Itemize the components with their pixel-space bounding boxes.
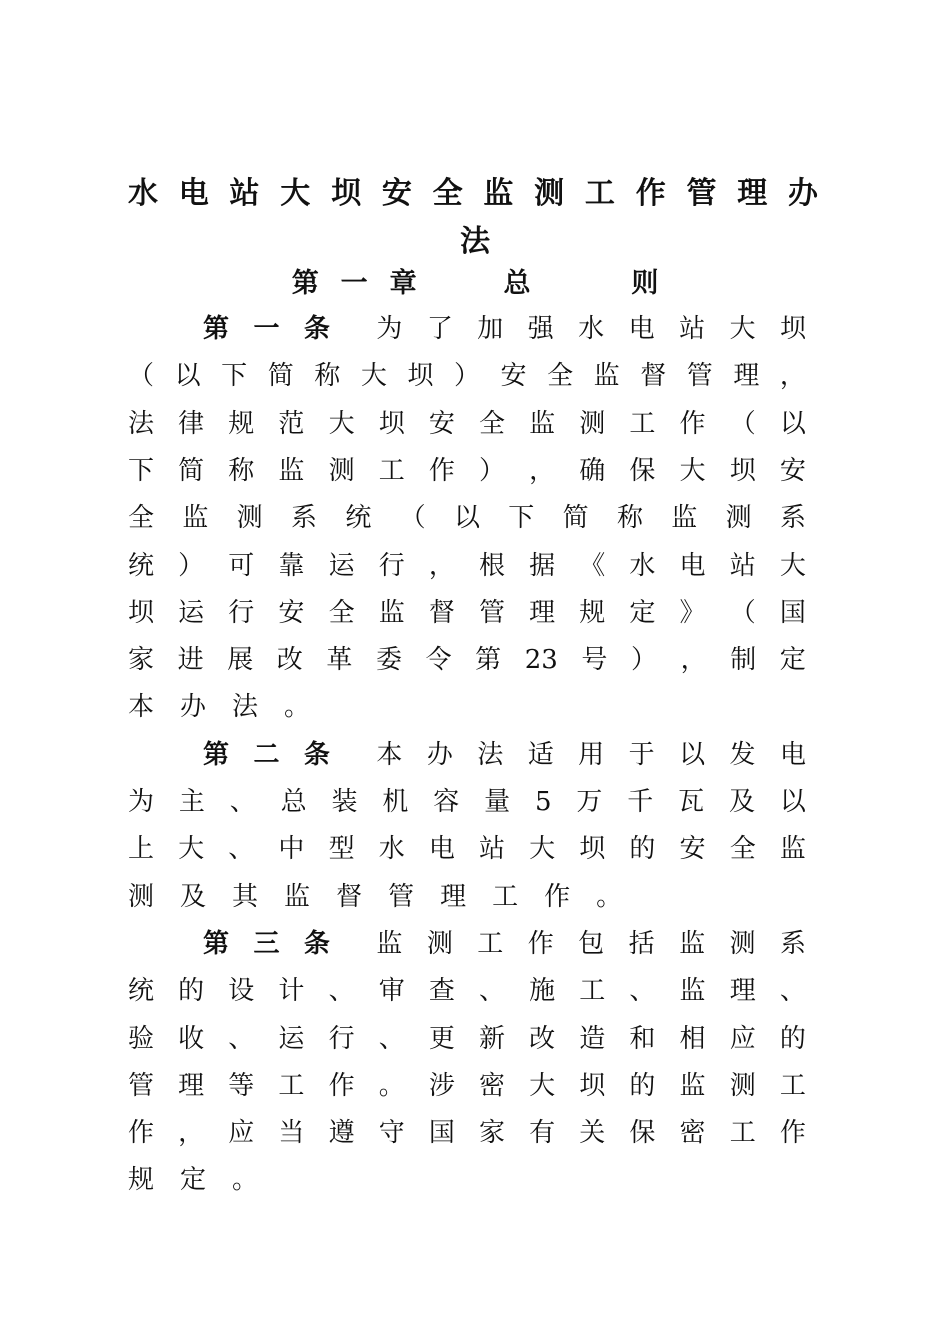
body-char: 安: [679, 834, 706, 864]
body-char: 家: [128, 645, 155, 675]
article-2-line: [128, 879, 806, 915]
body-char: 家: [478, 1118, 505, 1148]
body-char: 称: [314, 361, 341, 391]
body-char: 大: [729, 314, 756, 344]
body-char: 主: [178, 787, 205, 817]
body-char: 包: [578, 929, 605, 959]
article-1-line: [128, 689, 806, 725]
body-char: 管: [686, 361, 713, 391]
body-char: 安: [278, 598, 305, 628]
body-char: 统: [128, 551, 155, 581]
body-char: 理: [733, 361, 760, 391]
body-char: 安: [500, 361, 527, 391]
body-char: 法: [477, 740, 504, 770]
body-char: 工: [477, 929, 504, 959]
body-char: 作: [128, 1118, 155, 1148]
body-char: 全: [128, 503, 155, 533]
body-char: 、: [328, 976, 355, 1006]
body-char: 关: [579, 1118, 606, 1148]
body-char: 。: [232, 1165, 259, 1195]
body-char: 的: [178, 976, 205, 1006]
body-char: 收: [178, 1024, 205, 1054]
body-char: 大: [178, 834, 205, 864]
body-char: 守: [378, 1118, 405, 1148]
body-char: 上: [128, 834, 155, 864]
body-char: 称: [228, 456, 255, 486]
body-char: 电: [628, 314, 655, 344]
article-1-line: [128, 406, 806, 442]
body-char: 规: [128, 1165, 155, 1195]
body-char: 工: [779, 1071, 806, 1101]
body-char: 测: [328, 456, 355, 486]
body-char: 及: [729, 787, 756, 817]
body-char: 适: [527, 740, 554, 770]
body-char: 简: [178, 456, 205, 486]
body-char: 强: [527, 314, 554, 344]
body-char: 管: [478, 598, 505, 628]
body-char: 监: [593, 361, 620, 391]
body-char: 统: [345, 503, 372, 533]
body-char: 规: [228, 409, 255, 439]
body-char: 制: [730, 645, 757, 675]
body-char: 量: [484, 787, 511, 817]
body-char: 本: [128, 692, 155, 722]
body-char: ）: [631, 645, 658, 675]
article-1-line: [128, 358, 806, 394]
body-char: 以: [174, 361, 201, 391]
body-char: 监: [378, 598, 405, 628]
body-char: 作: [328, 1071, 355, 1101]
body-char: 系: [779, 503, 806, 533]
body-char: 等: [228, 1071, 255, 1101]
body-char: 电: [679, 551, 706, 581]
body-char: 作: [428, 456, 455, 486]
body-char: 工: [579, 976, 606, 1006]
body-char: 坝: [128, 598, 155, 628]
body-char: 督: [336, 882, 363, 912]
body-char: ）: [478, 456, 505, 486]
body-char: （: [128, 361, 155, 391]
body-char: 根: [478, 551, 505, 581]
body-char: 测: [579, 409, 606, 439]
body-char: 瓦: [678, 787, 705, 817]
body-char: 简: [562, 503, 589, 533]
body-char: （: [729, 409, 756, 439]
body-char: 以: [779, 787, 806, 817]
body-char: 作: [544, 882, 571, 912]
body-char: 全: [328, 598, 355, 628]
body-char: 本: [376, 740, 403, 770]
article-3-line: [128, 1162, 806, 1198]
body-char: 、: [378, 1024, 405, 1054]
body-char: ，: [779, 361, 806, 391]
body-char: 站: [478, 834, 505, 864]
body-char: 涉: [428, 1071, 455, 1101]
body-char: 令: [425, 645, 452, 675]
article-3-line: [203, 926, 806, 962]
body-char: 为: [376, 314, 403, 344]
article-3-line: [128, 1068, 806, 1104]
body-char: 测: [729, 1071, 756, 1101]
body-char: 下: [221, 361, 248, 391]
article-1-line: [128, 642, 806, 678]
body-char: 管: [388, 882, 415, 912]
body-char: 、: [478, 976, 505, 1006]
article-heading-char: 二: [253, 740, 280, 770]
body-char: 监: [529, 409, 556, 439]
body-char: 型: [328, 834, 355, 864]
body-char: 理: [440, 882, 467, 912]
body-char: 总: [280, 787, 307, 817]
body-char: （: [399, 503, 426, 533]
chapter-number: 第一章: [291, 268, 439, 299]
body-char: 行: [328, 1024, 355, 1054]
article-heading-char: 第: [203, 740, 230, 770]
body-char: 。: [284, 692, 311, 722]
body-char: 下: [508, 503, 535, 533]
article-heading-char: 条: [303, 740, 330, 770]
body-char: 国: [779, 598, 806, 628]
body-char: 行: [228, 598, 255, 628]
body-char: 造: [579, 1024, 606, 1054]
body-char: 下: [128, 456, 155, 486]
article-1-line: [128, 595, 806, 631]
body-char: 进: [177, 645, 204, 675]
body-char: 理: [729, 976, 756, 1006]
article-heading-char: 条: [303, 929, 330, 959]
body-char: 以: [453, 503, 480, 533]
article-heading-char: 第: [203, 314, 230, 344]
body-char: 密: [679, 1118, 706, 1148]
body-char: 安: [428, 409, 455, 439]
body-char: 工: [378, 456, 405, 486]
body-char: 其: [232, 882, 259, 912]
body-char: ，: [680, 645, 707, 675]
body-char: 展: [227, 645, 254, 675]
body-char: 施: [529, 976, 556, 1006]
body-char: 改: [529, 1024, 556, 1054]
body-char: 、: [228, 1024, 255, 1054]
body-char: 全: [729, 834, 756, 864]
body-char: 靠: [278, 551, 305, 581]
body-char: 为: [128, 787, 155, 817]
article-1-line: [128, 548, 806, 584]
body-char: 坝: [407, 361, 434, 391]
body-char: ，: [428, 551, 455, 581]
body-char: 改: [276, 645, 303, 675]
body-char: 号: [581, 645, 608, 675]
body-char: 23: [524, 645, 558, 675]
body-char: 规: [579, 598, 606, 628]
body-char: 和: [629, 1024, 656, 1054]
body-char: 电: [428, 834, 455, 864]
body-char: 中: [278, 834, 305, 864]
body-char: 督: [428, 598, 455, 628]
body-char: 坝: [378, 409, 405, 439]
chapter-name-first: 总: [503, 268, 531, 299]
body-char: 、: [779, 976, 806, 1006]
body-char: 、: [229, 787, 256, 817]
body-char: 范: [278, 409, 305, 439]
article-heading-char: 三: [253, 929, 280, 959]
body-char: 全: [547, 361, 574, 391]
body-char: （: [729, 598, 756, 628]
article-3-line: [128, 1021, 806, 1057]
article-heading-char: 一: [253, 314, 280, 344]
body-char: 机: [382, 787, 409, 817]
body-char: 大: [328, 409, 355, 439]
body-char: 遵: [328, 1118, 355, 1148]
article-2-line: [128, 784, 806, 820]
body-char: 括: [628, 929, 655, 959]
body-char: 站: [679, 314, 706, 344]
body-char: 5: [535, 787, 552, 817]
body-char: 。: [378, 1071, 405, 1101]
body-char: 坝: [729, 456, 756, 486]
article-3-line: [128, 973, 806, 1009]
body-char: 法: [232, 692, 259, 722]
body-char: 运: [328, 551, 355, 581]
body-char: 的: [629, 1071, 656, 1101]
body-char: 了: [426, 314, 453, 344]
body-char: 及: [180, 882, 207, 912]
body-char: 加: [477, 314, 504, 344]
body-char: 容: [433, 787, 460, 817]
body-char: 测: [426, 929, 453, 959]
body-char: 、: [228, 834, 255, 864]
body-char: 的: [629, 834, 656, 864]
body-char: 应: [729, 1024, 756, 1054]
body-char: 监: [679, 1071, 706, 1101]
body-char: 简: [267, 361, 294, 391]
article-heading-char: 条: [303, 314, 330, 344]
body-char: 可: [228, 551, 255, 581]
body-char: 确: [579, 456, 606, 486]
body-char: 水: [378, 834, 405, 864]
body-char: 工: [492, 882, 519, 912]
body-char: 全: [478, 409, 505, 439]
body-char: 应: [228, 1118, 255, 1148]
body-char: 坝: [579, 834, 606, 864]
body-char: 系: [290, 503, 317, 533]
body-char: 站: [729, 551, 756, 581]
body-char: 监: [284, 882, 311, 912]
body-char: 测: [725, 503, 752, 533]
body-char: 办: [180, 692, 207, 722]
body-char: 律: [178, 409, 205, 439]
body-char: 大: [529, 834, 556, 864]
body-char: 监: [671, 503, 698, 533]
body-char: 千: [627, 787, 654, 817]
body-char: 测: [128, 882, 155, 912]
body-char: 以: [679, 740, 706, 770]
article-2-line: [203, 737, 806, 773]
body-char: 国: [428, 1118, 455, 1148]
body-char: 以: [779, 409, 806, 439]
body-char: 大: [779, 551, 806, 581]
article-2-line: [128, 831, 806, 867]
body-char: 运: [178, 598, 205, 628]
body-char: 保: [629, 456, 656, 486]
body-char: 《: [579, 551, 606, 581]
body-char: 安: [779, 456, 806, 486]
body-char: 密: [478, 1071, 505, 1101]
body-char: 定: [779, 645, 806, 675]
body-char: 办: [426, 740, 453, 770]
body-char: ，: [529, 456, 556, 486]
chapter-heading: [0, 262, 950, 306]
body-char: 查: [428, 976, 455, 1006]
body-char: 》: [679, 598, 706, 628]
body-char: 大: [529, 1071, 556, 1101]
body-char: 装: [331, 787, 358, 817]
body-char: 审: [378, 976, 405, 1006]
article-3-line: [128, 1115, 806, 1151]
body-char: 测: [729, 929, 756, 959]
document-title-continuation: 法: [460, 224, 490, 259]
body-char: 坝: [779, 314, 806, 344]
body-char: 监: [376, 929, 403, 959]
body-char: 的: [779, 1024, 806, 1054]
body-char: 定: [629, 598, 656, 628]
body-char: 。: [596, 882, 623, 912]
body-char: 保: [629, 1118, 656, 1148]
article-1-line: [128, 500, 806, 536]
body-char: 委: [375, 645, 402, 675]
body-char: 督: [640, 361, 667, 391]
body-char: 坝: [579, 1071, 606, 1101]
body-char: 水: [578, 314, 605, 344]
body-char: 监: [679, 976, 706, 1006]
body-char: 更: [428, 1024, 455, 1054]
body-char: 工: [278, 1071, 305, 1101]
body-char: 运: [278, 1024, 305, 1054]
body-char: 监: [779, 834, 806, 864]
body-char: 革: [326, 645, 353, 675]
body-char: 工: [729, 1118, 756, 1148]
body-char: 管: [128, 1071, 155, 1101]
article-1-line: [128, 453, 806, 489]
body-char: 理: [529, 598, 556, 628]
body-char: 作: [779, 1118, 806, 1148]
body-char: 测: [236, 503, 263, 533]
body-char: 行: [378, 551, 405, 581]
body-char: 新: [478, 1024, 505, 1054]
body-char: 万: [576, 787, 603, 817]
body-char: ）: [178, 551, 205, 581]
body-char: 工: [629, 409, 656, 439]
body-char: 定: [180, 1165, 207, 1195]
body-char: 理: [178, 1071, 205, 1101]
body-char: 当: [278, 1118, 305, 1148]
body-char: 相: [679, 1024, 706, 1054]
body-char: 发: [729, 740, 756, 770]
body-char: 第: [475, 645, 502, 675]
body-char: 称: [616, 503, 643, 533]
body-char: 设: [228, 976, 255, 1006]
body-char: 系: [779, 929, 806, 959]
article-heading-char: 第: [203, 929, 230, 959]
body-char: 监: [182, 503, 209, 533]
body-char: 统: [128, 976, 155, 1006]
body-char: ，: [178, 1118, 205, 1148]
body-char: 作: [527, 929, 554, 959]
body-char: 验: [128, 1024, 155, 1054]
body-char: 电: [779, 740, 806, 770]
body-char: 据: [529, 551, 556, 581]
body-char: 大: [360, 361, 387, 391]
document-title: 水电站大坝安全监测工作管理办: [128, 176, 818, 211]
body-char: 有: [529, 1118, 556, 1148]
body-char: 用: [578, 740, 605, 770]
body-char: 监: [679, 929, 706, 959]
body-char: 水: [629, 551, 656, 581]
body-char: 、: [629, 976, 656, 1006]
article-1-line: [203, 311, 806, 347]
body-char: 法: [128, 409, 155, 439]
body-char: ）: [453, 361, 480, 391]
chapter-name-second: 则: [631, 268, 659, 299]
body-char: 监: [278, 456, 305, 486]
body-char: 大: [679, 456, 706, 486]
body-char: 计: [278, 976, 305, 1006]
body-char: 作: [679, 409, 706, 439]
body-char: 于: [628, 740, 655, 770]
